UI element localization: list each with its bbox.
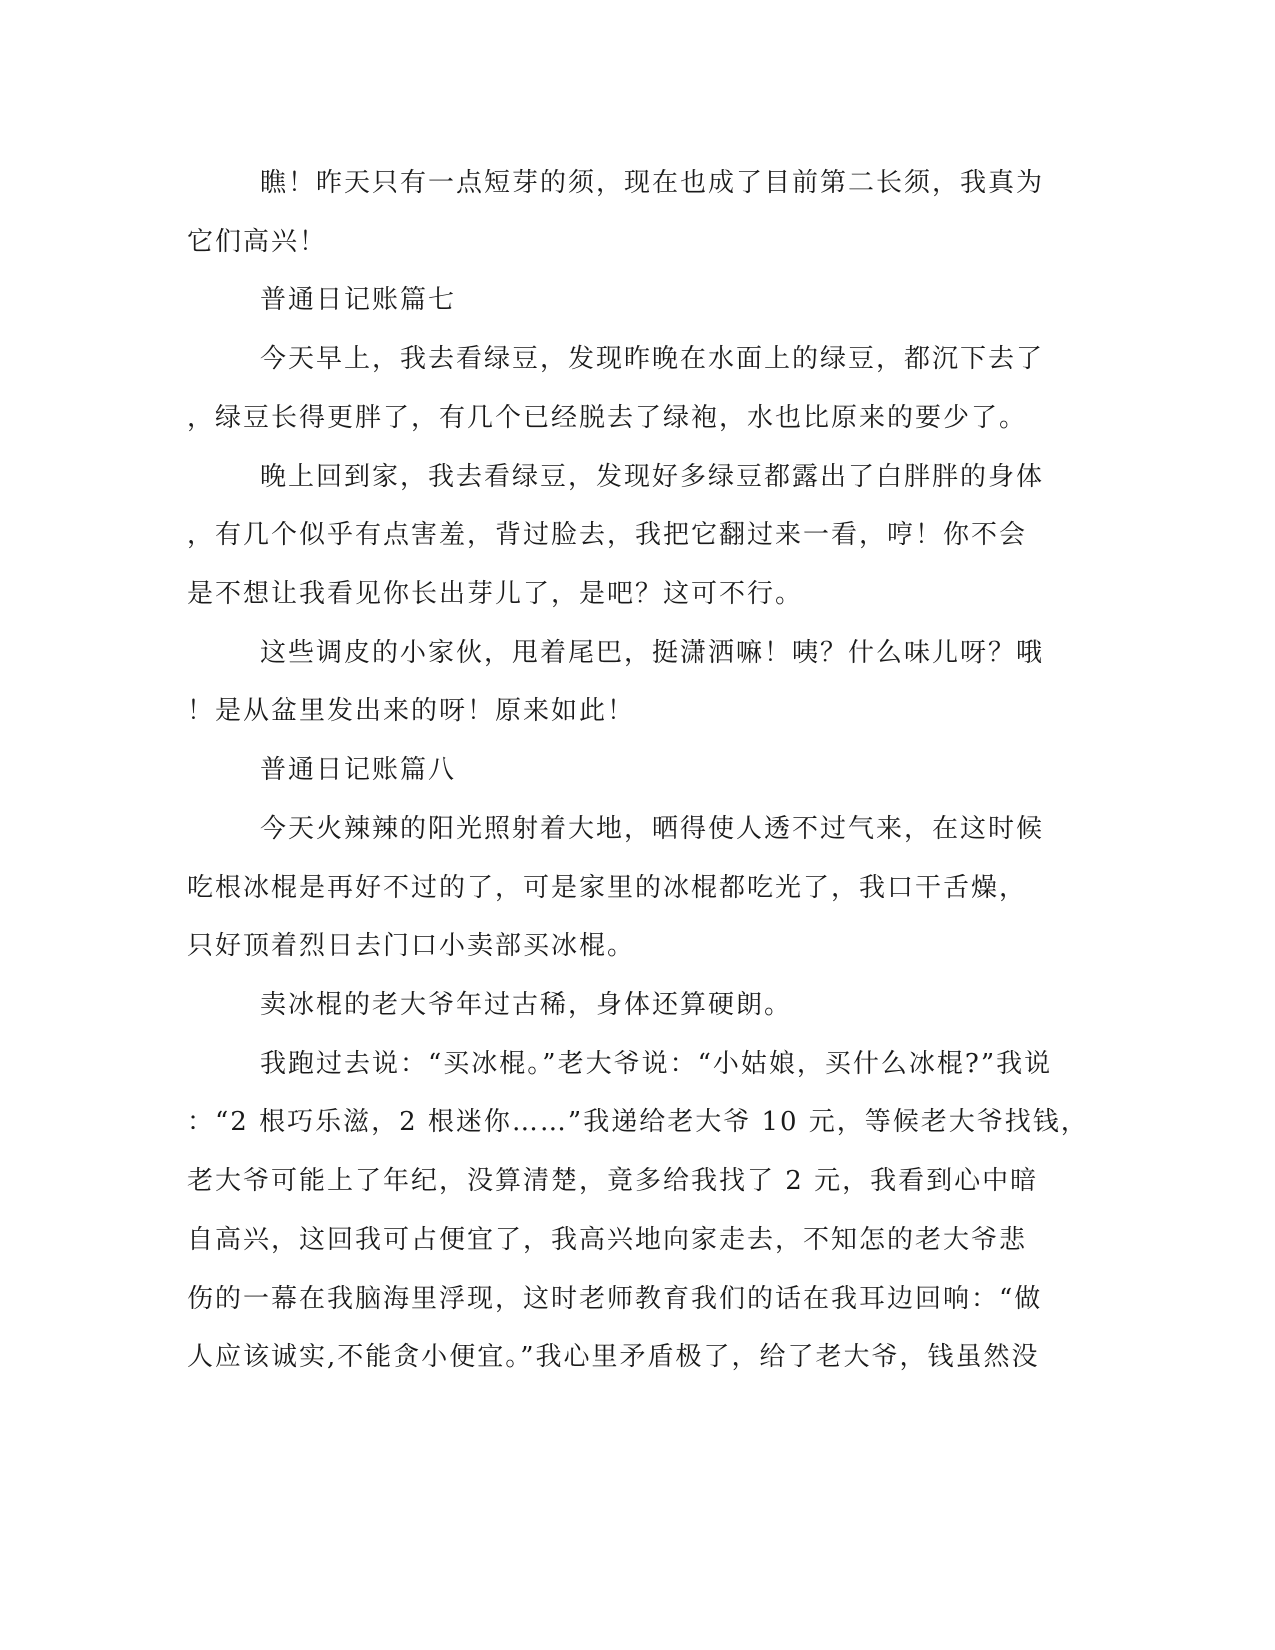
text-line: ，绿豆长得更胖了，有几个已经脱去了绿袍，水也比原来的要少了。 xyxy=(187,403,1028,433)
text-line: 只好顶着烈日去门口小卖部买冰棍。 xyxy=(187,931,636,961)
text-line: 今天早上，我去看绿豆，发现昨晚在水面上的绿豆，都沉下去了 xyxy=(260,344,1045,374)
section-heading: 普通日记账篇八 xyxy=(260,755,457,785)
text-line: 吃根冰棍是再好不过的了，可是家里的冰棍都吃光了，我口干舌燥， xyxy=(187,873,1028,903)
text-line: 这些调皮的小家伙，甩着尾巴，挺潇洒嘛！咦？什么味儿呀？哦 xyxy=(260,638,1045,668)
text-line: 晚上回到家，我去看绿豆，发现好多绿豆都露出了白胖胖的身体 xyxy=(260,462,1045,492)
text-line: 我跑过去说：“买冰棍。”老大爷说：“小姑娘，买什么冰棍?”我说 xyxy=(260,1049,1053,1079)
text-line: 自高兴，这回我可占便宜了，我高兴地向家走去，不知怎的老大爷悲 xyxy=(187,1225,1028,1255)
text-line: 它们高兴！ xyxy=(187,227,328,257)
text-line: ，有几个似乎有点害羞，背过脸去，我把它翻过来一看，哼！你不会 xyxy=(187,520,1028,550)
text-line: 是不想让我看见你长出芽儿了，是吧？这可不行。 xyxy=(187,579,804,609)
text-line: ！是从盆里发出来的呀！原来如此！ xyxy=(187,696,636,726)
text-line: 人应该诚实,不能贪小便宜。”我心里矛盾极了，给了老大爷，钱虽然没 xyxy=(187,1342,1040,1372)
text-line: 今天火辣辣的阳光照射着大地，晒得使人透不过气来，在这时候 xyxy=(260,814,1045,844)
text-line: ：“2 根巧乐滋，2 根迷你……”我递给老大爷 10 元，等候老大爷找钱， xyxy=(187,1107,1089,1137)
text-line: 老大爷可能上了年纪，没算清楚，竟多给我找了 2 元，我看到心中暗 xyxy=(187,1166,1039,1196)
section-heading: 普通日记账篇七 xyxy=(260,285,457,315)
text-line: 卖冰棍的老大爷年过古稀，身体还算硬朗。 xyxy=(260,990,793,1020)
text-line: 伤的一幕在我脑海里浮现，这时老师教育我们的话在我耳边回响：“做 xyxy=(187,1284,1043,1314)
text-line: 瞧！昨天只有一点短芽的须，现在也成了目前第二长须，我真为 xyxy=(260,168,1045,198)
